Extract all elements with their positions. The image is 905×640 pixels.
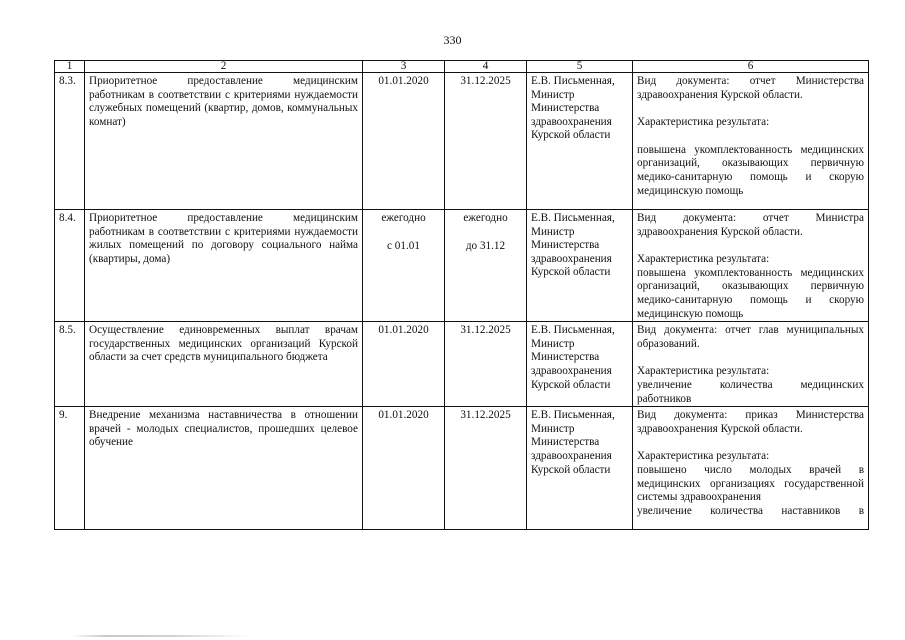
result-characteristic-text: повышено число молодых врачей в медицинских организациях государственной системы здравоохранения [637, 463, 864, 504]
result-doc-type: Вид документа: отчет Министерства здравоохранения Курской области. [637, 75, 864, 101]
end-date: 31.12.2025 [445, 407, 527, 530]
responsible-person: Е.В. Письменная, Министр Министерства здравоохранения Курской области [527, 210, 633, 322]
result-doc-type: Вид документа: отчет Министра здравоохранения Курской области. [637, 212, 864, 238]
header-cell-1: 1 [55, 61, 85, 73]
header-cell-6: 6 [633, 61, 869, 73]
row-number: 8.4. [55, 210, 85, 322]
start-date: с 01.01 [387, 239, 420, 252]
result-characteristic-text: увеличение количества медицинских работников [637, 378, 864, 405]
header-cell-5: 5 [527, 61, 633, 73]
end-date: 31.12.2025 [445, 322, 527, 407]
event-description: Приоритетное предоставление медицинским работникам в соответствии с критериями нуждаемости служебных помещений (квартир, домов, коммунальных комнат) [85, 73, 363, 210]
row-number: 8.5. [55, 322, 85, 407]
table-row [55, 210, 869, 322]
result-cell [633, 73, 869, 210]
start-date-cell [363, 210, 445, 322]
start-date: 01.01.2020 [363, 407, 445, 530]
table-row [55, 322, 869, 407]
header-cell-3: 3 [363, 61, 445, 73]
end-date-cell [445, 210, 527, 322]
result-characteristic-text-continued: увеличение количества наставников в [637, 504, 864, 517]
measures-table [54, 60, 869, 530]
header-cell-4: 4 [445, 61, 527, 73]
event-description: Внедрение механизма наставничества в отношении врачей - молодых специалистов, прошедших целевое обучение [85, 407, 363, 530]
result-characteristic-label: Характеристика результата: [637, 365, 770, 378]
row-number: 9. [55, 407, 85, 530]
scan-artifact [70, 635, 250, 637]
row-number: 8.3. [55, 73, 85, 210]
start-date: 01.01.2020 [363, 322, 445, 407]
end-date: 31.12.2025 [445, 73, 527, 210]
responsible-person: Е.В. Письменная, Министр Министерства здравоохранения Курской области [527, 322, 633, 407]
result-characteristic-label: Характеристика результата: [637, 116, 770, 129]
responsible-person: Е.В. Письменная, Министр Министерства здравоохранения Курской области [527, 407, 633, 530]
start-period: ежегодно [381, 212, 426, 224]
result-cell [633, 407, 869, 530]
result-characteristic-label: Характеристика результата: [637, 450, 770, 463]
result-cell [633, 210, 869, 322]
header-cell-2: 2 [85, 61, 363, 73]
result-doc-type: Вид документа: отчет глав муниципальных образований. [637, 324, 864, 350]
start-date: 01.01.2020 [363, 73, 445, 210]
page-number: 330 [443, 33, 462, 47]
result-characteristic-text: повышена укомплектованность медицинских организаций, оказывающих первичную медико-санитарную помощь и скорую медицинскую помощь [637, 143, 864, 197]
end-date: до 31.12 [465, 239, 506, 252]
table-header-row [55, 61, 869, 73]
event-description: Осуществление единовременных выплат врачам государственных медицинских организаций Курской области за счет средств муниципального бюджета [85, 322, 363, 407]
table-row [55, 73, 869, 210]
result-cell [633, 322, 869, 407]
end-period: ежегодно [463, 212, 508, 224]
responsible-person: Е.В. Письменная, Министр Министерства здравоохранения Курской области [527, 73, 633, 210]
result-doc-type: Вид документа: приказ Министерства здравоохранения Курской области. [637, 409, 864, 435]
result-characteristic-label: Характеристика результата: [637, 253, 770, 266]
result-characteristic-text: повышена укомплектованность медицинских организаций, оказывающих первичную медико-санитарную помощь и скорую медицинскую помощь [637, 266, 864, 320]
table-row [55, 407, 869, 530]
event-description: Приоритетное предоставление медицинским работникам в соответствии с критериями нуждаемости жилых помещений по договору социального найма (квартиры, дома) [85, 210, 363, 322]
